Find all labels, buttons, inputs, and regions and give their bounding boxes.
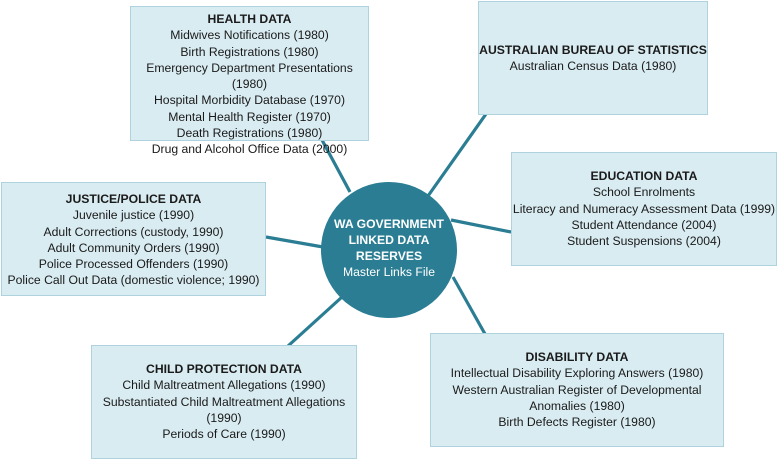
child-protection-item: Substantiated Child Maltreatment Allegations — [102, 394, 346, 409]
health-item: Emergency Department Presentations (1980) — [146, 60, 353, 92]
health-item: Death Registrations (1980) — [176, 126, 323, 141]
education-item: School Enrolments — [592, 185, 696, 200]
education-item: Literacy and Numeracy Assessment Data (1999) — [512, 201, 776, 216]
hub-subtitle: Master Links File — [342, 265, 436, 279]
connector-justice — [266, 237, 323, 247]
justice-item: Adult Corrections (custody, 1990) — [43, 224, 224, 239]
justice-item: Juvenile justice (1990) — [72, 208, 195, 223]
disability-data-box — [430, 333, 724, 447]
disability-item: Intellectual Disability Exploring Answers (1980) — [450, 366, 704, 381]
health-item: Mental Health Register (1970) — [168, 109, 331, 124]
justice-item: Police Processed Offenders (1990) — [38, 257, 229, 272]
justice-item: Police Call Out Data (domestic violence; 1990) — [7, 273, 260, 288]
education-data-box — [511, 152, 777, 266]
education-item: Student Attendance (2004) — [571, 217, 717, 232]
hub-title-line: WA GOVERNMENT — [334, 217, 444, 231]
child-protection-item: Child Maltreatment Allegations (1990) — [122, 378, 326, 393]
wa-government-linked-data-hub — [321, 182, 457, 318]
health-data-box — [130, 6, 369, 157]
connector-education — [451, 220, 511, 232]
child-protection-data-title: CHILD PROTECTION DATA — [146, 362, 302, 376]
education-data-title: EDUCATION DATA — [590, 169, 698, 183]
connector-child — [288, 297, 342, 346]
child-protection-item: (1990) — [206, 410, 242, 425]
disability-data-title: DISABILITY DATA — [525, 350, 629, 364]
health-data-title: HEALTH DATA — [207, 12, 292, 26]
hub-title-line: LINKED DATA — [348, 233, 430, 247]
justice-police-data-box — [1, 182, 266, 296]
disability-item: Western Australian Register of Developmental — [452, 382, 702, 397]
abs-item: Australian Census Data (1980) — [509, 59, 677, 74]
health-item: Drug and Alcohol Office Data (2000) — [151, 142, 348, 157]
disability-item: Anomalies (1980) — [529, 398, 625, 413]
abs-data-box — [478, 1, 708, 115]
child-protection-data-box — [91, 345, 357, 459]
hub-title-line: RESERVES — [355, 249, 423, 263]
justice-item: Adult Community Orders (1990) — [47, 240, 220, 255]
disability-item: Birth Defects Register (1980) — [498, 415, 656, 430]
education-item: Student Suspensions (2004) — [567, 234, 721, 249]
health-item: Hospital Morbidity Database (1970) — [153, 93, 346, 108]
abs-data-title: AUSTRALIAN BUREAU OF STATISTICS — [479, 43, 707, 57]
child-protection-item: Periods of Care (1990) — [162, 427, 286, 442]
justice-police-data-title: JUSTICE/POLICE DATA — [65, 192, 202, 206]
health-item: Birth Registrations (1980) — [180, 44, 319, 59]
connector-abs — [428, 114, 486, 196]
health-item: Midwives Notifications (1980) — [170, 28, 329, 43]
connector-disability — [453, 277, 485, 334]
